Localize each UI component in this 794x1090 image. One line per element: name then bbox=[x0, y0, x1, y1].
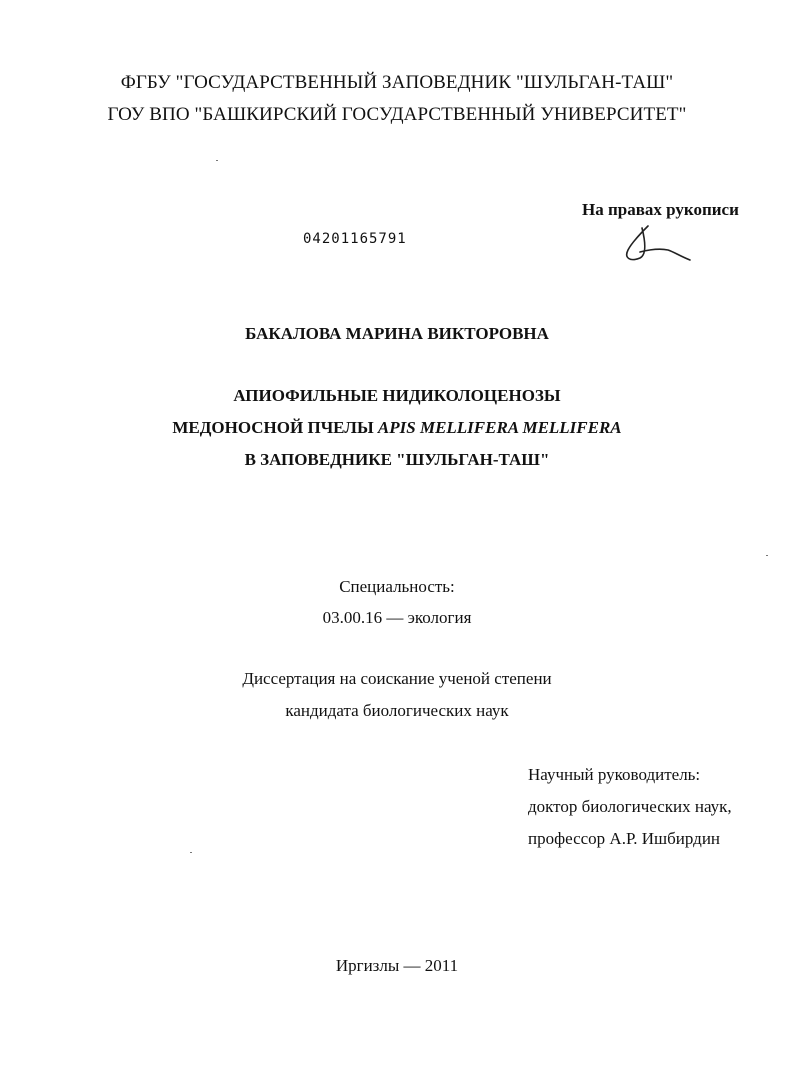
scan-speck bbox=[216, 160, 218, 161]
specialty-value: 03.00.16 — экология bbox=[322, 608, 472, 627]
registry-number: 04201165791 bbox=[303, 231, 407, 247]
dissertation-line-1: Диссертация на соискание ученой степени bbox=[242, 669, 552, 688]
specialty-label: Специальность: bbox=[339, 577, 455, 596]
title-line-1: АПИОФИЛЬНЫЕ НИДИКОЛОЦЕНОЗЫ bbox=[233, 386, 561, 405]
scan-speck bbox=[190, 852, 192, 853]
supervisor-degree: доктор биологических наук, bbox=[528, 797, 732, 816]
title-line-3: В ЗАПОВЕДНИКЕ "ШУЛЬГАН-ТАШ" bbox=[244, 450, 550, 469]
supervisor-label: Научный руководитель: bbox=[528, 765, 701, 784]
institution-line-2: ГОУ ВПО "БАШКИРСКИЙ ГОСУДАРСТВЕННЫЙ УНИВЕРСИТЕТ" bbox=[107, 104, 687, 125]
handwritten-signature bbox=[618, 222, 698, 268]
species-latin-name: APIS MELLIFERA MELLIFERA bbox=[377, 418, 622, 437]
manuscript-note: На правах рукописи bbox=[582, 200, 739, 219]
place-year: Иргизлы — 2011 bbox=[335, 956, 459, 975]
dissertation-line-2: кандидата биологических наук bbox=[285, 701, 509, 720]
supervisor-name: профессор А.Р. Ишбирдин bbox=[528, 829, 721, 848]
title-line-2 bbox=[0, 418, 794, 438]
author-name: БАКАЛОВА МАРИНА ВИКТОРОВНА bbox=[245, 324, 549, 343]
scan-speck bbox=[766, 555, 768, 556]
institution-line-1: ФГБУ "ГОСУДАРСТВЕННЫЙ ЗАПОВЕДНИК "ШУЛЬГАН-ТАШ" bbox=[120, 72, 674, 93]
title-line-2-prefix: МЕДОНОСНОЙ ПЧЕЛЫ bbox=[172, 418, 378, 437]
